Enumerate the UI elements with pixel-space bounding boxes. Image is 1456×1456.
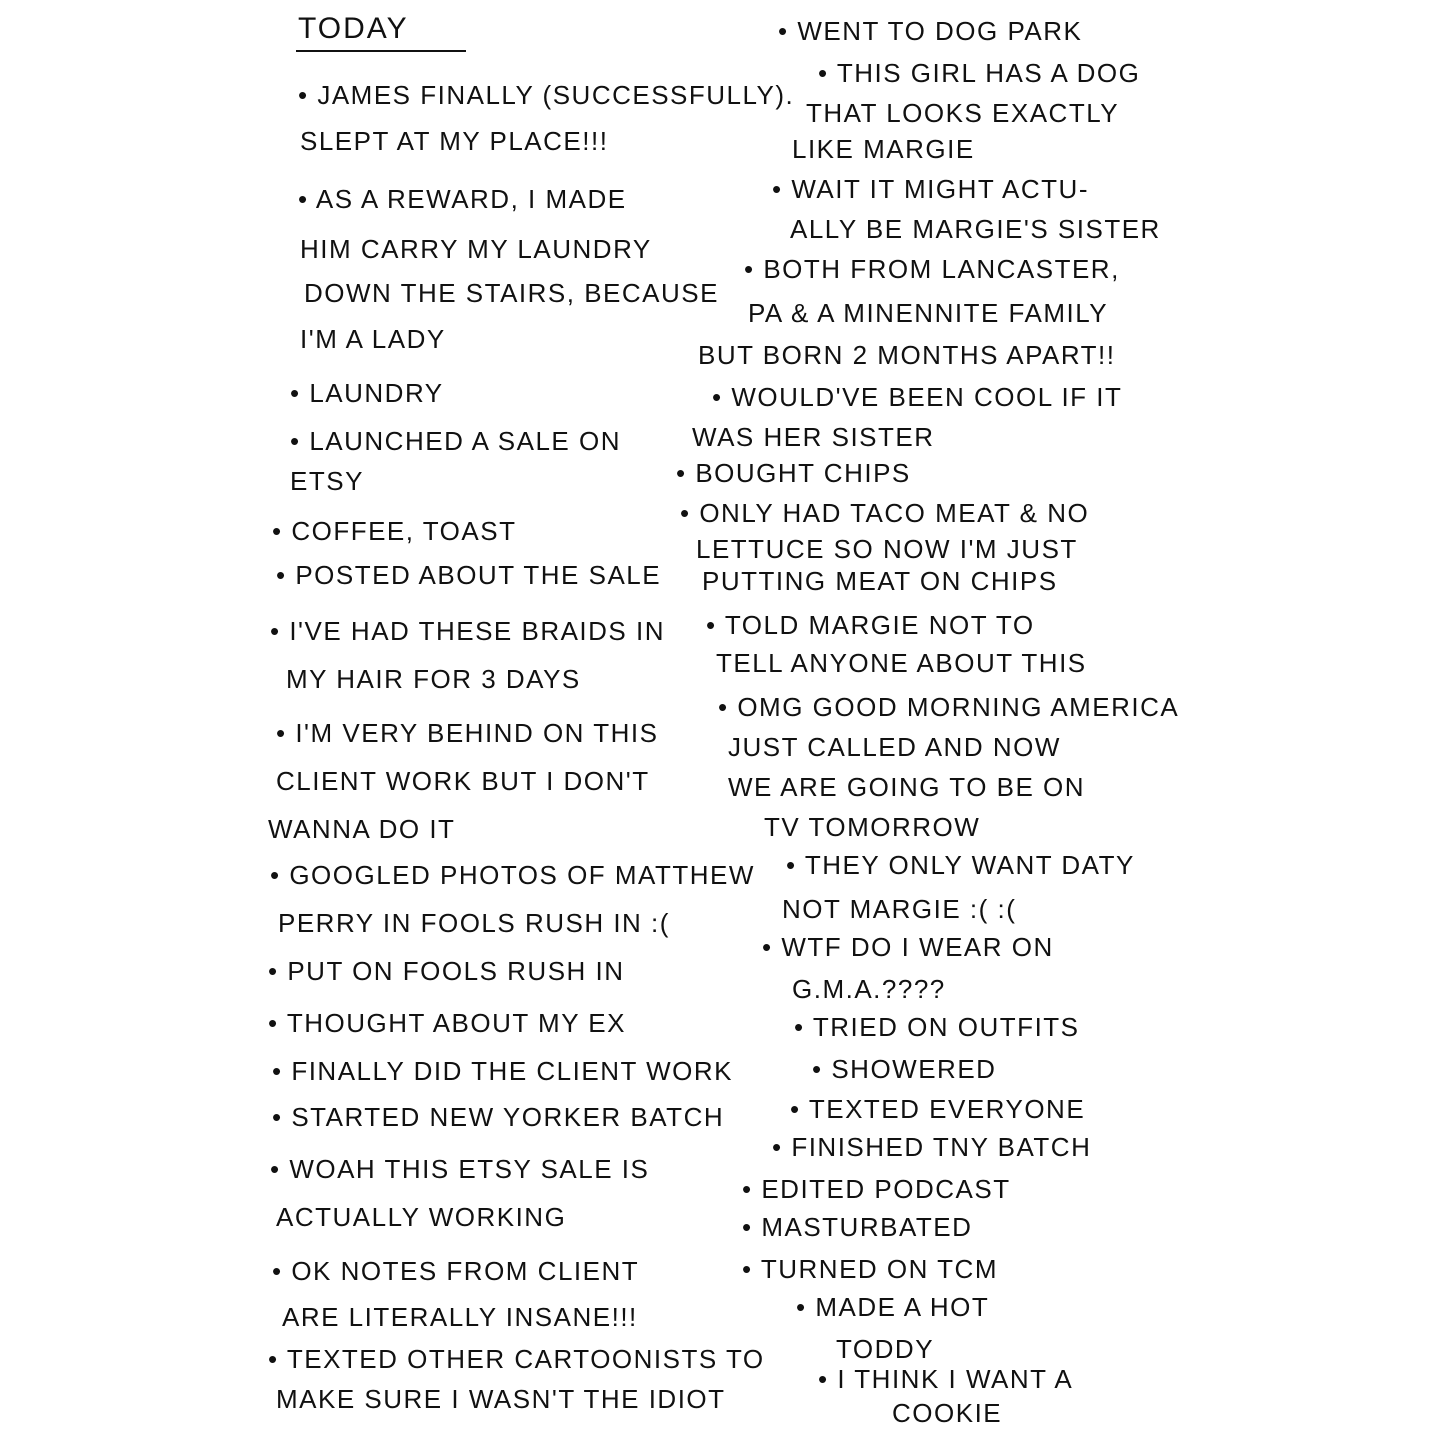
right-line-25: G.M.A.???? <box>792 974 946 1004</box>
title-underline <box>296 50 466 52</box>
right-line-32: • TURNED ON TCM <box>742 1254 998 1284</box>
left-line-14: • I'M VERY BEHIND ON THIS <box>276 718 659 748</box>
left-line-18: PERRY IN FOOLS RUSH IN :( <box>278 908 670 938</box>
right-line-14: LETTUCE SO NOW I'M JUST <box>696 534 1078 564</box>
right-line-13: • ONLY HAD TACO MEAT & NO <box>680 498 1090 528</box>
left-line-16: WANNA DO IT <box>268 814 456 844</box>
left-line-19: • PUT ON FOOLS RUSH IN <box>268 956 625 986</box>
left-line-20: • THOUGHT ABOUT MY EX <box>268 1008 626 1038</box>
left-line-3: • AS A REWARD, I MADE <box>298 184 627 214</box>
left-line-24: ACTUALLY WORKING <box>276 1202 567 1232</box>
right-line-1: • WENT TO DOG PARK <box>778 16 1083 46</box>
right-line-10: • WOULD'VE BEEN COOL IF IT <box>712 382 1123 412</box>
left-line-10: • COFFEE, TOAST <box>272 516 517 546</box>
right-line-30: • EDITED PODCAST <box>742 1174 1011 1204</box>
left-line-9: ETSY <box>290 466 364 496</box>
left-line-13: MY HAIR FOR 3 DAYS <box>286 664 581 694</box>
right-line-6: ALLY BE MARGIE'S SISTER <box>790 214 1161 244</box>
right-line-5: • WAIT IT MIGHT ACTU- <box>772 174 1089 204</box>
left-line-25: • OK NOTES FROM CLIENT <box>272 1256 640 1286</box>
right-line-12: • BOUGHT CHIPS <box>676 458 911 488</box>
left-line-12: • I'VE HAD THESE BRAIDS IN <box>270 616 666 646</box>
right-line-28: • TEXTED EVERYONE <box>790 1094 1086 1124</box>
right-line-20: WE ARE GOING TO BE ON <box>728 772 1086 802</box>
right-line-4: LIKE MARGIE <box>792 134 975 164</box>
right-line-11: WAS HER SISTER <box>692 422 935 452</box>
left-line-26: ARE LITERALLY INSANE!!! <box>282 1302 638 1332</box>
right-line-26: • TRIED ON OUTFITS <box>794 1012 1080 1042</box>
left-line-27: • TEXTED OTHER CARTOONISTS TO <box>268 1344 765 1374</box>
right-line-18: • OMG GOOD MORNING AMERICA <box>718 692 1180 722</box>
left-line-22: • STARTED NEW YORKER BATCH <box>272 1102 725 1132</box>
right-line-17: TELL ANYONE ABOUT THIS <box>716 648 1087 678</box>
right-line-34: TODDY <box>836 1334 935 1364</box>
right-line-9: BUT BORN 2 MONTHS APART!! <box>698 340 1116 370</box>
left-line-21: • FINALLY DID THE CLIENT WORK <box>272 1056 733 1086</box>
right-line-16: • TOLD MARGIE NOT TO <box>706 610 1035 640</box>
left-line-15: CLIENT WORK BUT I DON'T <box>276 766 650 796</box>
right-line-23: NOT MARGIE :( :( <box>782 894 1017 924</box>
right-line-3: THAT LOOKS EXACTLY <box>806 98 1120 128</box>
right-line-21: TV TOMORROW <box>764 812 981 842</box>
right-line-22: • THEY ONLY WANT DATY <box>786 850 1135 880</box>
right-line-2: • THIS GIRL HAS A DOG <box>818 58 1141 88</box>
left-line-5: DOWN THE STAIRS, BECAUSE <box>304 278 719 308</box>
left-line-28: MAKE SURE I WASN'T THE IDIOT <box>276 1384 726 1414</box>
right-line-15: PUTTING MEAT ON CHIPS <box>702 566 1058 596</box>
left-line-4: HIM CARRY MY LAUNDRY <box>300 234 652 264</box>
page-title: TODAY <box>298 12 409 45</box>
right-line-24: • WTF DO I WEAR ON <box>762 932 1054 962</box>
left-line-8: • LAUNCHED A SALE ON <box>290 426 621 456</box>
left-line-11: • POSTED ABOUT THE SALE <box>276 560 662 590</box>
right-line-8: PA & A MINENNITE FAMILY <box>748 298 1109 328</box>
right-line-33: • MADE A HOT <box>796 1292 990 1322</box>
left-line-2: SLEPT AT MY PLACE!!! <box>300 126 609 156</box>
right-line-35: • I THINK I WANT A <box>818 1364 1074 1394</box>
right-line-19: JUST CALLED AND NOW <box>728 732 1061 762</box>
left-line-1: • JAMES FINALLY (SUCCESSFULLY). <box>298 80 795 110</box>
right-line-7: • BOTH FROM LANCASTER, <box>744 254 1120 284</box>
right-line-36: COOKIE <box>892 1398 1003 1428</box>
left-line-17: • GOOGLED PHOTOS OF MATTHEW <box>270 860 755 890</box>
right-line-31: • MASTURBATED <box>742 1212 973 1242</box>
left-line-6: I'M A LADY <box>300 324 446 354</box>
left-line-23: • WOAH THIS ETSY SALE IS <box>270 1154 650 1184</box>
left-line-7: • LAUNDRY <box>290 378 444 408</box>
right-line-27: • SHOWERED <box>812 1054 997 1084</box>
right-line-29: • FINISHED TNY BATCH <box>772 1132 1092 1162</box>
